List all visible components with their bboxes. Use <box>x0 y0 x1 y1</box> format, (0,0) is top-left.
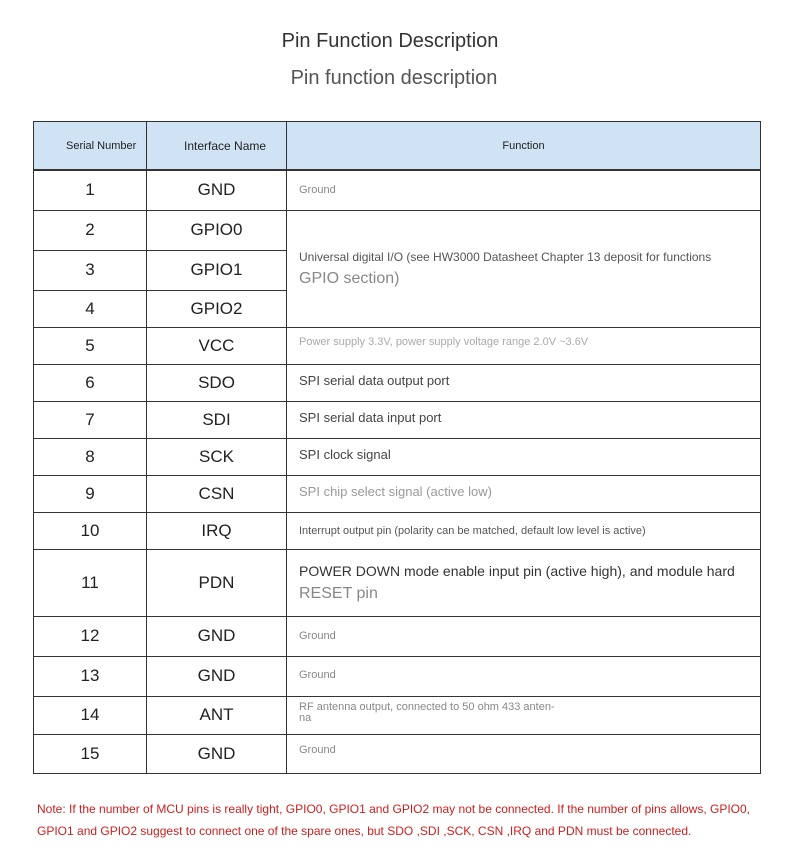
table-row <box>34 364 761 401</box>
serial-cell: 11 <box>34 549 147 616</box>
table-row <box>34 475 761 512</box>
interface-cell: VCC <box>147 327 287 364</box>
function-text-line2: na <box>299 711 312 724</box>
function-text-line1: Universal digital I/O (see HW3000 Datasheet Chapter 13 deposit for functions <box>299 249 712 264</box>
table-row <box>34 327 761 364</box>
serial-cell: 3 <box>34 250 147 290</box>
serial-cell: 8 <box>34 438 147 475</box>
table-row <box>34 210 761 250</box>
serial-cell: 9 <box>34 475 147 512</box>
function-cell: SPI serial data output port <box>287 364 761 401</box>
serial-cell: 7 <box>34 401 147 438</box>
interface-cell: PDN <box>147 549 287 616</box>
interface-cell: ANT <box>147 696 287 734</box>
serial-cell: 5 <box>34 327 147 364</box>
pin-function-table <box>33 121 761 774</box>
interface-cell: GND <box>147 734 287 773</box>
serial-cell: 12 <box>34 616 147 656</box>
serial-cell: 14 <box>34 696 147 734</box>
function-cell: Interrupt output pin (polarity can be matched, default low level is active) <box>287 512 761 549</box>
page-subtitle: Pin function description <box>290 67 498 89</box>
table-row <box>34 734 761 773</box>
function-cell: SPI chip select signal (active low) <box>287 475 761 512</box>
table-row <box>34 656 761 696</box>
serial-cell: 15 <box>34 734 147 773</box>
footnote-warning: Note: If the number of MCU pins is really tight, GPIO0, GPIO1 and GPIO2 may not be connected. If the number of pins allows, GPIO0, GPIO1 and GPIO2 suggest to connect one of the spare ones, but SDO ,SDI ,SCK, CSN ,IRQ and PDN must be connected. <box>37 802 750 838</box>
serial-cell: 10 <box>34 512 147 549</box>
function-text-line2: GPIO section) <box>299 269 400 287</box>
interface-cell: GND <box>147 170 287 210</box>
page-title: Pin Function Description <box>281 30 499 52</box>
interface-cell: SDI <box>147 401 287 438</box>
serial-cell: 1 <box>34 170 147 210</box>
column-header-interface: Interface Name <box>147 122 287 171</box>
function-cell: SPI clock signal <box>287 438 761 475</box>
function-text-line2: RESET pin <box>299 584 378 602</box>
interface-cell: CSN <box>147 475 287 512</box>
interface-cell: SDO <box>147 364 287 401</box>
function-cell <box>287 549 761 616</box>
function-cell: Ground <box>287 734 761 773</box>
function-cell-merged <box>287 210 761 327</box>
function-cell: Power supply 3.3V, power supply voltage range 2.0V ~3.6V <box>287 327 761 364</box>
interface-cell: GPIO2 <box>147 290 287 327</box>
function-cell: Ground <box>287 170 761 210</box>
interface-cell: GPIO1 <box>147 250 287 290</box>
function-cell: Ground <box>287 616 761 656</box>
table-row <box>34 512 761 549</box>
function-text-line1: POWER DOWN mode enable input pin (active high), and module hard <box>299 562 735 579</box>
serial-cell: 13 <box>34 656 147 696</box>
serial-cell: 6 <box>34 364 147 401</box>
table-row <box>34 170 761 210</box>
interface-cell: SCK <box>147 438 287 475</box>
table-row <box>34 549 761 616</box>
function-cell: SPI serial data input port <box>287 401 761 438</box>
interface-cell: IRQ <box>147 512 287 549</box>
table-row <box>34 438 761 475</box>
serial-cell: 4 <box>34 290 147 327</box>
column-header-serial: Serial Number <box>34 122 147 171</box>
function-cell: Ground <box>287 656 761 696</box>
serial-cell: 2 <box>34 210 147 250</box>
function-text-line1: RF antenna output, connected to 50 ohm 433 anten- <box>299 700 555 713</box>
function-cell <box>287 696 761 734</box>
table-header-row <box>34 122 761 171</box>
column-header-function: Function <box>287 122 761 171</box>
interface-cell: GND <box>147 656 287 696</box>
table-row <box>34 401 761 438</box>
interface-cell: GND <box>147 616 287 656</box>
table-row <box>34 616 761 656</box>
table-row <box>34 696 761 734</box>
interface-cell: GPIO0 <box>147 210 287 250</box>
